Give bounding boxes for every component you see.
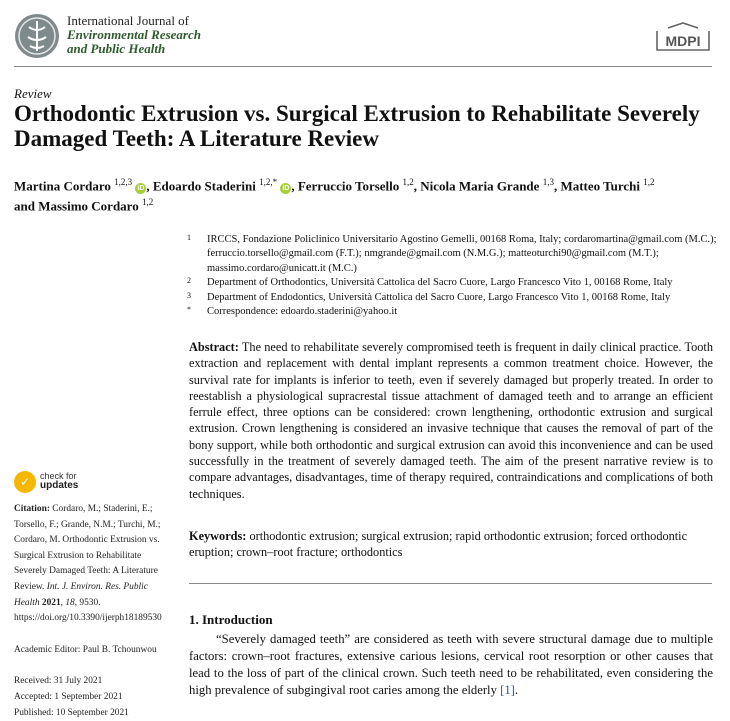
article-type: Review	[14, 86, 52, 101]
journal-name-line2: Environmental Research	[67, 27, 201, 42]
affiliation-number: *	[187, 305, 191, 315]
author-name: Edoardo Staderini	[152, 178, 256, 194]
date-published: Published: 10 September 2021	[14, 707, 129, 718]
citation-block: Citation: Cordaro, M.; Staderini, E.; Torsello, F.; Grande, N.M.; Turchi, M.; Cordaro, M. Orthodontic Extrusion vs. Surgical Extrusion to Rehabilitate Severely Damaged Teeth: A Literature Review. Int. J. Environ. Res. Public Health 2021, 18, 9530. https://doi.org/10.3390/ijerph18189530	[14, 504, 162, 624]
check-updates-icon: ✓	[14, 471, 36, 493]
citation-label: Citation:	[14, 504, 50, 514]
affiliation-text: IRCCS, Fondazione Policlinico Universitario Agostino Gemelli, 00168 Roma, Italy; cordaromartina@gmail.com (M.C.); ferruccio.torsello@gmail.com (F.T.); nmgrande@gmail.com (N.M.G.); matteoturchi90@gmail.com (M.T.); massimo.cordaro@unicatt.it (M.C.)	[207, 234, 717, 274]
date-accepted: Accepted: 1 September 2021	[14, 691, 123, 702]
author-name: Ferruccio Torsello	[297, 178, 400, 194]
affiliation-item	[187, 305, 717, 319]
author-list: Martina Cordaro $^{1,2,3}$ iD , Edoardo Staderini $^{1,2,*}$ iD , Ferruccio Torsello $^{1,2}$, Nicola Maria Grande $^{1,3}$, Matteo Turchi $^{1,2}$ and Massimo Cordaro $^{1,2}$	[14, 177, 655, 214]
affiliation-item	[187, 233, 717, 276]
affiliation-text: Department of Endodontics, Università Cattolica del Sacro Cuore, Largo Francesco Vito 1, 00168 Rome, Italy	[207, 291, 671, 303]
orcid-icon[interactable]: iD	[282, 185, 290, 193]
journal-name	[67, 14, 201, 56]
citation-volume: 18	[65, 597, 75, 608]
article-title: Orthodontic Extrusion vs. Surgical Extrusion to Rehabilitate Severely Damaged Teeth: A Literature Review	[14, 101, 700, 151]
author-name: Nicola Maria Grande	[420, 178, 540, 194]
keywords-text: orthodontic extrusion; surgical extrusion; rapid orthodontic extrusion; forced orthodontic eruption; crown–root fracture; orthodontics	[189, 529, 688, 560]
journal-name-line3: and Public Health	[67, 41, 166, 56]
citation-doi-link[interactable]: https://doi.org/10.3390/ijerph18189530	[14, 613, 162, 624]
affiliation-item	[187, 276, 717, 290]
section-heading: 1. Introduction	[189, 612, 273, 627]
author-affiliation-marks: 1,2	[643, 177, 655, 187]
abstract-label: Abstract:	[189, 340, 239, 354]
abstract	[189, 339, 713, 502]
affiliation-number: 2	[187, 276, 191, 286]
check-updates-line2: updates	[40, 480, 79, 491]
correspondence-text: Correspondence: edoardo.staderini@yahoo.it	[207, 306, 398, 318]
citation-year: 2021	[41, 597, 61, 608]
citation-journal: Int. J. Environ. Res. Public Health	[14, 581, 148, 608]
journal-name-line1: International Journal of	[67, 13, 190, 28]
orcid-icon[interactable]: iD	[137, 185, 145, 193]
header-rule	[14, 66, 712, 67]
introduction-end: .	[514, 683, 519, 698]
citation-pages: 9530.	[79, 597, 101, 608]
author-affiliation-marks: 1,2,*	[259, 177, 278, 187]
citation-text: Cordaro, M.; Staderini, E.; Torsello, F.; Grande, N.M.; Turchi, M.; Cordaro, M. Orthodontic Extrusion vs. Surgical Extrusion to Rehabilitate Severely Damaged Teeth: A Literature Review.	[14, 504, 161, 592]
author-affiliation-marks: 1,2	[141, 197, 154, 208]
check-for-updates-button[interactable]	[14, 469, 124, 495]
publisher-name: MDPI	[665, 33, 701, 49]
affiliation-text: Department of Orthodontics, Università Cattolica del Sacro Cuore, Largo Francesco Vito 1, 00168 Rome, Italy	[207, 277, 673, 289]
abstract-text: The need to rehabilitate severely compromised teeth is frequent in daily clinical practice. Tooth extraction and replacement with dental implant represents a common treatment choice. However, the survival rate for implants is inferior to teeth, even if severely damaged but properly treated. In order to reestablish a physiological supracrestal tissue attachment of damaged teeth and to arrange an efficient ferrule effect, three options can be considered: crown lengthening, orthodontic extrusion and surgical extrusion. Crown lengthening is considered an invasive technique that causes the removal of part of the bony support, while both orthodontic and surgical extrusion can avoid this inconvenience and can be used successfully in the treatment of severely damaged teeth. The aim of the present narrative review is to compare advantages, disadvantages, time of therapy required, contraindications and complications of both techniques.	[189, 340, 713, 501]
author-affiliation-marks: 1,3	[542, 177, 554, 187]
author-name: Matteo Turchi	[560, 178, 641, 194]
journal-logo	[14, 13, 60, 59]
author-affiliation-marks: 1,2	[402, 177, 414, 187]
keywords-label: Keywords:	[189, 529, 247, 543]
affiliation-number: 1	[187, 233, 191, 242]
affiliation-number: 3	[187, 290, 191, 300]
introduction-text: “Severely damaged teeth” are considered as teeth with severe structural damage due to multiple factors: crown–root fractures, extensive carious lesions, cervical root resorption or other causes that lead to the loss of part of the clinical crown. Such teeth need to be rehabilitated, even considering the high prevalence of subgingival root caries among the elderly	[189, 632, 713, 698]
author-name: Massimo Cordaro	[38, 198, 139, 214]
affiliation-list	[187, 233, 717, 319]
author-affiliation-marks: 1,2,3	[114, 177, 133, 187]
check-updates-line1: check for	[40, 471, 77, 481]
author-name: Martina Cordaro	[14, 178, 111, 194]
article-sidebar	[14, 502, 172, 721]
check-updates-label	[40, 472, 78, 490]
academic-editor: Academic Editor: Paul B. Tchounwou	[14, 644, 157, 655]
mdpi-logo	[654, 22, 712, 52]
reference-link[interactable]: [1]	[500, 683, 515, 698]
introduction-paragraph	[189, 631, 713, 699]
section-rule	[189, 583, 712, 584]
date-received: Received: 31 July 2021	[14, 676, 103, 687]
keywords	[189, 528, 713, 561]
affiliation-item	[187, 291, 717, 305]
